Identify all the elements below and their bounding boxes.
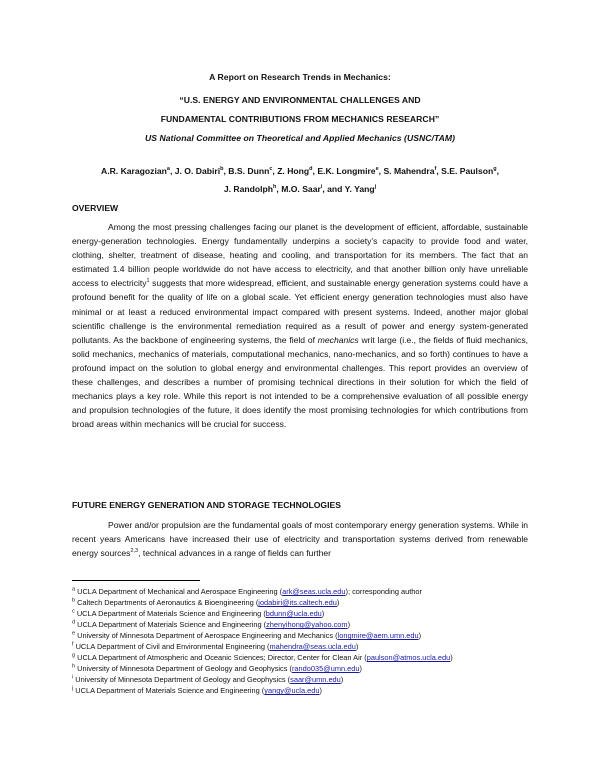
overview-paragraph: Among the most pressing challenges facing our planet is the development of efficient, affordable, sustainable energy-generation technologies. Energy fundamentally underpins a society’s capacity to provide food and water, clothing, shelter, treatment of disease, heating and cooling, and transportation for its members. The fact that an estimated 1.4 billion people worldwide do not have access to electricity, and that another billion only have unreliable access to electricity$^1$ suggests that more widespread, efficient, and sustainable energy generation systems could have a profound benefit for the quality of life on a global scale. Yet efficient energy generation technologies must also have minimal or at least a reduced environmental impact compared with present systems. Indeed, another major global scientific challenge is the environmental remediation required as a result of power and energy system-generated pollutants. As the backbone of engineering systems, the field of mechanics writ large (i.e., the fields of fluid mechanics, solid mechanics, mechanics of materials, computational mechanics, nano-mechanics, and so forth) continues to have a profound impact on the solution to global energy and environmental challenges. This report provides an overview of these challenges, and describes a number of promising technical directions in their solution for which the field of mechanics plays a key role. While this report is not intended to be a comprehensive evaluation of all possible energy and propulsion technologies of the future, it does identify the most promising technologies for which contributions from broad areas within mechanics will be crucial for success. (72, 222, 528, 430)
email-link[interactable]: mahendra@seas.ucla.edu (269, 642, 356, 652)
email-link[interactable]: yangy@ucla.edu (264, 686, 320, 696)
author: Y. Yang$^j$ (344, 184, 377, 194)
future-energy-paragraph: Power and/or propulsion are the fundamental goals of most contemporary energy generation systems. While in recent years Americans have increased their use of electricity and transportation systems derived from renewable energy sources$^{2,3}$, technical advances in a range of fields can further (72, 520, 528, 559)
author: A.R. Karagozian$^a$, (101, 166, 175, 176)
footnote: $^j$ UCLA Department of Materials Science and Engineering (yangy@ucla.edu) (72, 685, 322, 696)
report-title-main-line2: FUNDAMENTAL CONTRIBUTIONS FROM MECHANICS RESEARCH” (160, 114, 440, 124)
footnote: $^e$ University of Minnesota Department of Aerospace Engineering and Mechanics (longmire@aem.umn.edu) (72, 630, 422, 641)
email-link[interactable]: rando035@umn.edu (291, 664, 360, 674)
report-title-line: A Report on Research Trends in Mechanics: (209, 72, 391, 82)
email-link[interactable]: jodabiri@its.caltech.edu (258, 598, 337, 608)
author-list (72, 162, 528, 198)
author: S. Mahendra$^f$, (383, 166, 442, 176)
email-link[interactable]: saar@umn.edu (290, 675, 341, 685)
footnote: $^h$ University of Minnesota Department of Geology and Geophysics (rando035@umn.edu) (72, 663, 362, 674)
footnote: $^b$ Caltech Departments of Aeronautics & Bioengineering (jodabiri@its.caltech.edu) (72, 597, 340, 608)
author: S.E. Paulson$^g$, (441, 166, 499, 176)
footnote: $^d$ UCLA Department of Materials Science and Engineering (zhenyihong@yahoo.com) (72, 619, 351, 630)
footnote-separator (72, 580, 200, 581)
author: M.O. Saar$^i$, and (281, 184, 345, 194)
footnote: $^a$ UCLA Department of Mechanical and Aerospace Engineering (ark@seas.ucla.edu); corresponding author (72, 586, 422, 596)
author: B.S. Dunn$^c$, (228, 166, 278, 176)
footnote: $^f$ UCLA Department of Civil and Environmental Engineering (mahendra@seas.ucla.edu) (72, 641, 359, 652)
author: J. O. Dabiri$^b$, (174, 166, 229, 176)
email-link[interactable]: ark@seas.ucla.edu (282, 587, 346, 596)
email-link[interactable]: zhenyihong@yahoo.com (266, 620, 348, 630)
email-link[interactable]: bdunn@ucla.edu (265, 609, 322, 619)
author: J. Randolph$^h$, (223, 184, 282, 194)
author: Z. Hong$^d$, (277, 166, 318, 176)
footnote: $^i$ University of Minnesota Department of Geology and Geophysics (saar@umn.edu) (72, 674, 344, 685)
author: E.K. Longmire$^e$, (317, 166, 384, 176)
footnotes (72, 586, 528, 696)
footnote: $^g$ UCLA Department of Atmospheric and Oceanic Sciences; Director, Center for Clean Air (paulson@atmos.ucla.edu) (72, 652, 453, 663)
email-link[interactable]: paulson@atmos.ucla.edu (366, 653, 451, 663)
committee-name: US National Committee on Theoretical and Applied Mechanics (USNC/TAM) (145, 133, 455, 143)
footnote: $^c$ UCLA Department of Materials Science and Engineering (bdunn@ucla.edu) (72, 608, 325, 619)
section-heading-future-energy: FUTURE ENERGY GENERATION AND STORAGE TECHNOLOGIES (72, 500, 341, 510)
report-title-main-line1: “U.S. ENERGY AND ENVIRONMENTAL CHALLENGES AND (179, 95, 421, 105)
section-heading-overview: OVERVIEW (72, 203, 119, 213)
email-link[interactable]: longmire@aem.umn.edu (337, 631, 419, 641)
